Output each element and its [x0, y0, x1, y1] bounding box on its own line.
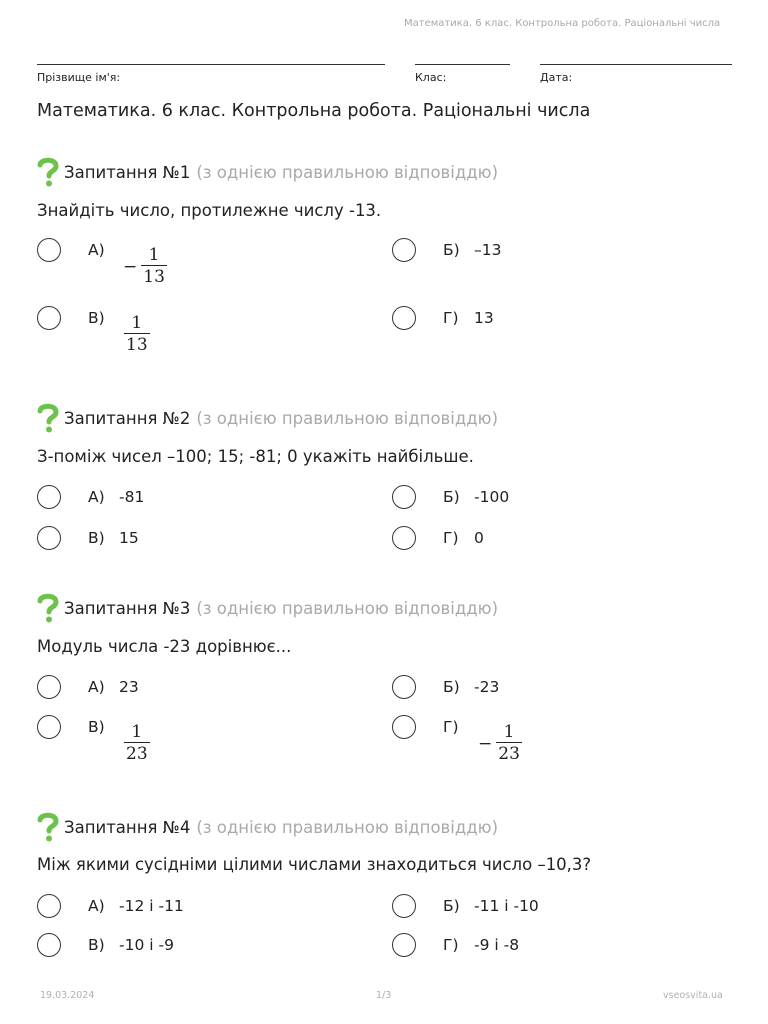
question-label: Запитання №2 [64, 408, 191, 428]
answer-value: -81 [119, 488, 145, 506]
answer-letter: В) [88, 718, 105, 736]
answer-radio-button[interactable] [392, 933, 416, 957]
answer-radio-button[interactable] [392, 526, 416, 550]
answer-value: 13 [474, 309, 494, 327]
answer-value: -9 і -8 [474, 936, 520, 954]
fraction-stack [141, 245, 167, 288]
page-title: Математика. 6 клас. Контрольна робота. Раціональні числа [37, 101, 591, 121]
footer-site: vseosvita.ua [663, 990, 723, 1001]
answer-option[interactable] [37, 675, 139, 705]
fraction-denominator: 23 [126, 744, 148, 764]
answer-option[interactable] [37, 306, 150, 355]
fraction-denominator: 13 [126, 335, 148, 355]
answer-letter: Г) [443, 529, 459, 547]
answer-radio-button[interactable] [37, 526, 61, 550]
fraction-numerator: 1 [148, 245, 160, 265]
question-header [36, 592, 498, 624]
fraction-denominator: 13 [143, 267, 165, 287]
fraction-sign: − [123, 256, 138, 277]
answer-fraction [123, 245, 167, 288]
question-label: Запитання №1 [64, 162, 191, 182]
answer-option[interactable] [392, 238, 501, 268]
running-header-title: Математика. 6 клас. Контрольна робота. Раціональні числа [404, 18, 721, 29]
answer-radio-button[interactable] [392, 715, 416, 739]
answer-letter: В) [88, 936, 105, 954]
answer-radio-button[interactable] [37, 894, 61, 918]
answer-radio-button[interactable] [37, 238, 61, 262]
answer-option[interactable] [392, 306, 494, 336]
answer-option[interactable] [392, 933, 519, 963]
answer-value: -23 [474, 678, 500, 696]
answer-letter: Г) [443, 718, 459, 736]
class-line[interactable] [415, 64, 510, 65]
answer-value: -12 і -11 [119, 897, 184, 915]
question-mark-icon [36, 403, 60, 433]
answer-letter: А) [88, 678, 105, 696]
fraction-stack [124, 313, 150, 356]
question-mark-icon [36, 812, 60, 842]
answer-letter: А) [88, 241, 105, 259]
answer-radio-button[interactable] [37, 715, 61, 739]
answer-option[interactable] [37, 238, 167, 287]
question-text: Між якими сусідніми цілими числами знаходиться число –10,3? [37, 855, 592, 874]
fraction-stack [496, 722, 522, 765]
question-header [36, 402, 498, 434]
answer-letter: Б) [443, 897, 460, 915]
question-header [36, 156, 498, 188]
answer-value: -100 [474, 488, 510, 506]
question-label: Запитання №4 [64, 817, 191, 837]
answer-option[interactable] [392, 675, 499, 705]
answer-option[interactable] [392, 485, 509, 515]
answer-letter: Б) [443, 678, 460, 696]
question-label: Запитання №3 [64, 598, 191, 618]
question-mark-icon [36, 593, 60, 623]
answer-radio-button[interactable] [37, 306, 61, 330]
fraction-stack [124, 722, 150, 765]
answer-option[interactable] [392, 715, 522, 764]
answer-value: –13 [474, 241, 502, 259]
question-header [36, 811, 498, 843]
fraction-numerator: 1 [503, 722, 515, 742]
answer-radio-button[interactable] [37, 485, 61, 509]
name-label: Прізвище ім'я: [37, 71, 121, 84]
answer-radio-button[interactable] [37, 933, 61, 957]
answer-value: -11 і -10 [474, 897, 539, 915]
answer-fraction [124, 722, 150, 765]
question-text: З-поміж чисел –100; 15; -81; 0 укажіть найбільше. [37, 447, 474, 466]
fraction-denominator: 23 [498, 744, 520, 764]
answer-letter: Г) [443, 309, 459, 327]
answer-option[interactable] [37, 485, 144, 515]
answer-letter: Б) [443, 241, 460, 259]
answer-option[interactable] [37, 715, 150, 764]
answer-letter: В) [88, 309, 105, 327]
answer-radio-button[interactable] [392, 306, 416, 330]
question-mark-icon [36, 157, 60, 187]
fraction-numerator: 1 [131, 313, 143, 333]
date-label: Дата: [540, 71, 573, 84]
answer-option[interactable] [392, 526, 484, 556]
answer-option[interactable] [37, 933, 174, 963]
answer-radio-button[interactable] [392, 675, 416, 699]
fraction-sign: − [478, 733, 493, 754]
answer-letter: Б) [443, 488, 460, 506]
answer-value: -10 і -9 [119, 936, 174, 954]
answer-radio-button[interactable] [392, 485, 416, 509]
answer-value: 15 [119, 529, 139, 547]
answer-option[interactable] [392, 894, 539, 924]
answer-value: 23 [119, 678, 139, 696]
answer-letter: А) [88, 897, 105, 915]
name-line[interactable] [37, 64, 385, 65]
date-line[interactable] [540, 64, 732, 65]
answer-letter: В) [88, 529, 105, 547]
answer-option[interactable] [37, 526, 139, 556]
answer-letter: А) [88, 488, 105, 506]
fraction-numerator: 1 [131, 722, 143, 742]
answer-letter: Г) [443, 936, 459, 954]
answer-fraction [124, 313, 150, 356]
answer-radio-button[interactable] [37, 675, 61, 699]
footer-page-number: 1/3 [376, 990, 392, 1001]
footer-date: 19.03.2024 [40, 990, 95, 1001]
answer-value: 0 [474, 529, 484, 547]
question-text: Модуль числа -23 дорівнює... [37, 637, 292, 656]
class-label: Клас: [415, 71, 447, 84]
question-type-note: (з однією правильною відповіддю) [196, 408, 499, 428]
answer-radio-button[interactable] [392, 238, 416, 262]
question-text: Знайдіть число, протилежне числу -13. [37, 201, 382, 220]
answer-radio-button[interactable] [392, 894, 416, 918]
question-type-note: (з однією правильною відповіддю) [196, 162, 499, 182]
question-type-note: (з однією правильною відповіддю) [196, 598, 499, 618]
answer-option[interactable] [37, 894, 184, 924]
question-type-note: (з однією правильною відповіддю) [196, 817, 499, 837]
answer-fraction [478, 722, 522, 765]
